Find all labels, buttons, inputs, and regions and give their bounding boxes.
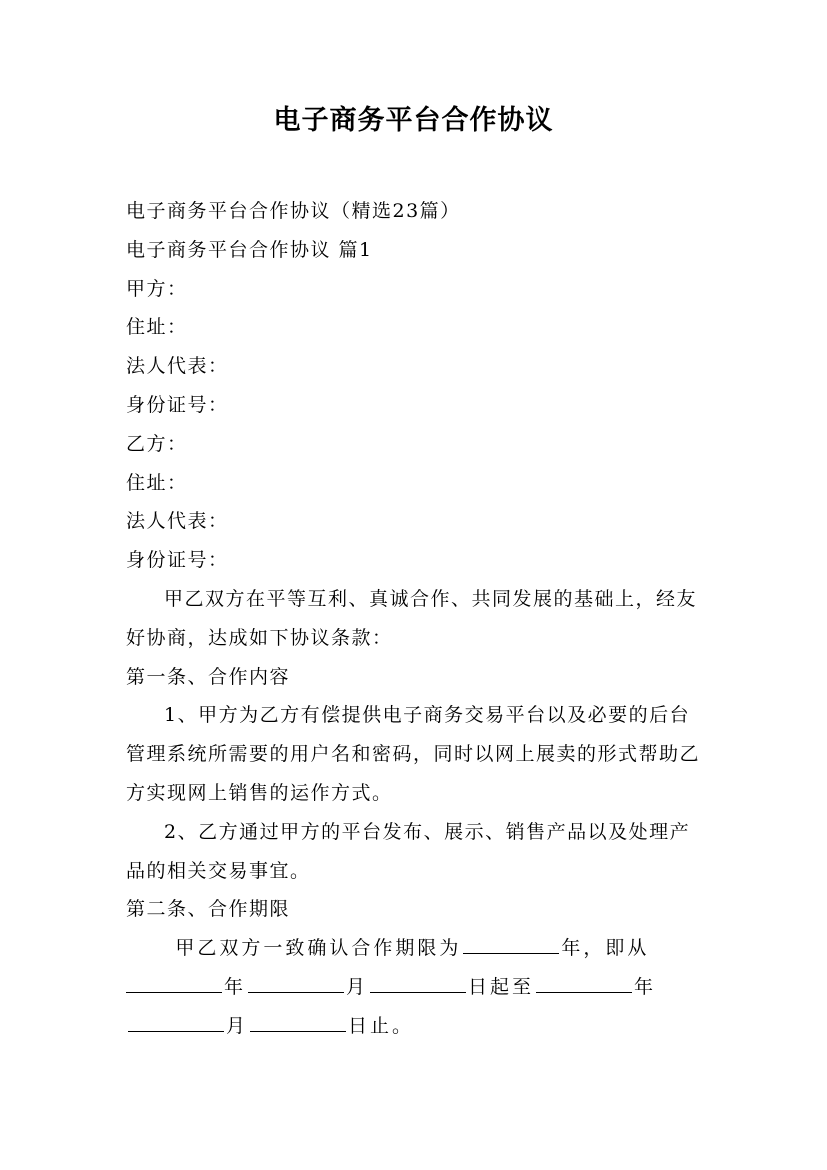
article-1-clause-2: 2、乙方通过甲方的平台发布、展示、销售产品以及处理产品的相关交易事宜。 [126,820,691,882]
party-b-representative-label: 法人代表： [126,510,229,533]
term-text-7: 月 [226,1014,249,1037]
blank-field [128,1030,224,1032]
blank-field [536,991,632,993]
party-a-id-label: 身份证号： [126,393,229,416]
section-heading: 电子商务平台合作协议 篇1 [126,238,373,261]
term-text-5: 日起至 [468,975,535,998]
article-1-heading: 第一条、合作内容 [126,665,291,688]
term-text-1: 甲乙双方一致确认合作期限为 [175,937,462,960]
document-title: 电子商务平台合作协议 [273,105,554,136]
blank-field [370,991,466,993]
document-body [126,192,706,1046]
party-b-address-label: 住址： [126,471,188,494]
blank-field [250,1030,346,1032]
term-text-3: 年 [224,975,247,998]
party-b-id-label: 身份证号： [126,549,229,572]
term-text-8: 日止。 [348,1014,415,1037]
blank-field [463,952,559,954]
subtitle-line: 电子商务平台合作协议（精选23篇） [126,200,461,222]
party-a-address-label: 住址： [126,316,188,339]
article-2-term-paragraph [126,929,706,1045]
term-text-2: 年，即从 [561,937,650,960]
term-text-6: 年 [634,975,657,998]
party-a-label: 甲方： [126,277,188,300]
preamble-paragraph: 甲乙双方在平等互利、真诚合作、共同发展的基础上，经友好协商，达成如下协议条款： [126,587,698,649]
term-text-4: 月 [346,975,369,998]
party-b-label: 乙方： [126,432,188,455]
article-1-clause-1: 1、甲方为乙方有偿提供电子商务交易平台以及必要的后台管理系统所需要的用户名和密码，同时以网上展卖的形式帮助乙方实现网上销售的运作方式。 [126,704,701,804]
article-2-heading: 第二条、合作期限 [126,898,291,921]
blank-field [248,991,344,993]
blank-field [126,991,222,993]
party-a-representative-label: 法人代表： [126,355,229,378]
